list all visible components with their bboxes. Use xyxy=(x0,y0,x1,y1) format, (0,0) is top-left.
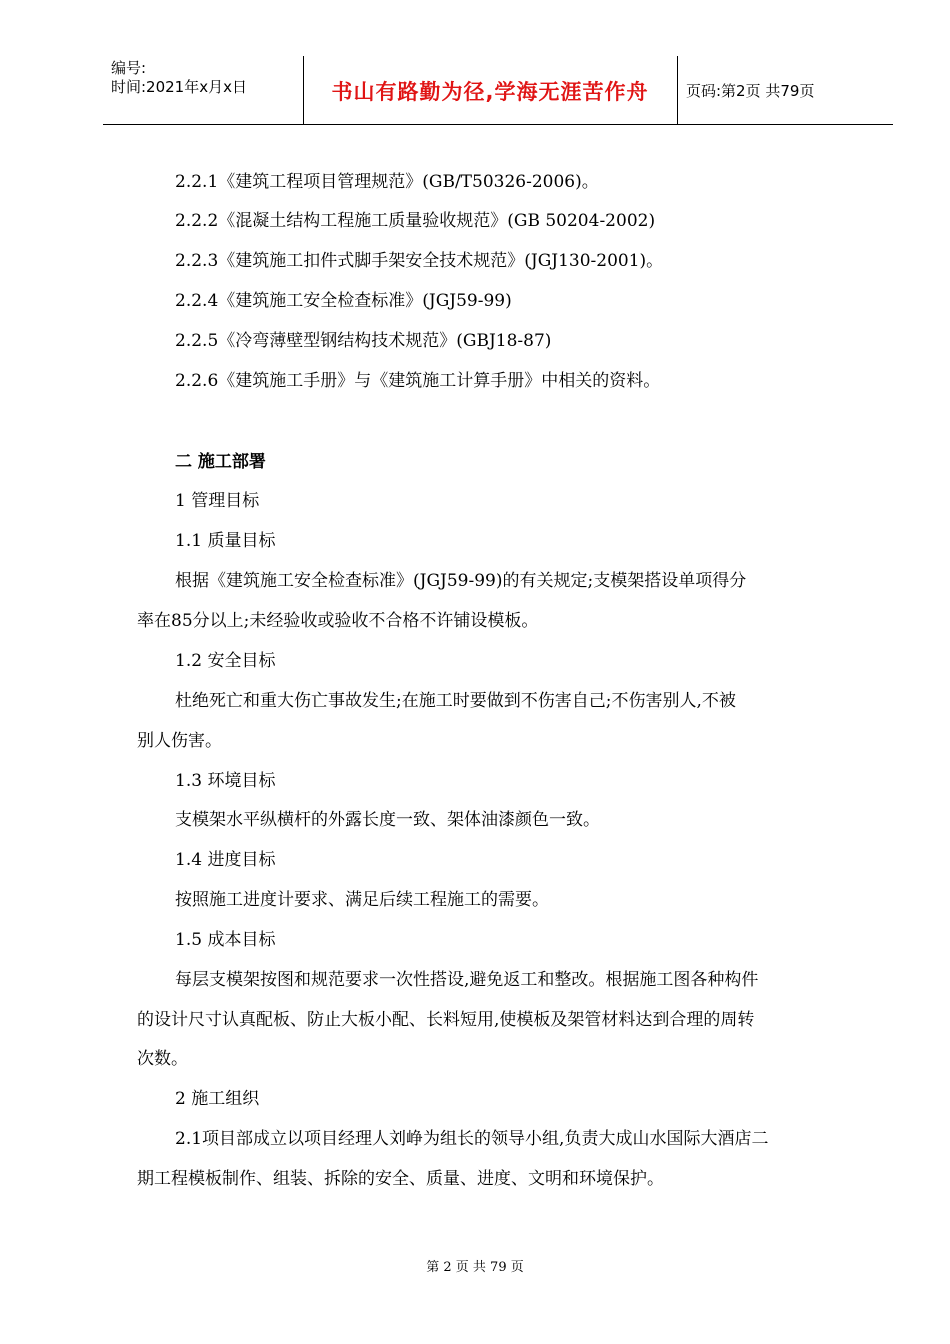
paragraph-line: 2.1项目部成立以项目经理人刘峥为组长的领导小组,负责大成山水国际大酒店二 xyxy=(175,1129,769,1149)
reference-item-2-2-3: 2.2.3《建筑施工扣件式脚手架安全技术规范》(JGJ130-2001)。 xyxy=(175,251,664,271)
reference-item-2-2-2: 2.2.2《混凝土结构工程施工质量验收规范》(GB 50204-2002) xyxy=(175,211,656,231)
paragraph-line: 根据《建筑施工安全检查标准》(JGJ59-99)的有关规定;支模架搭设单项得分 xyxy=(175,571,747,591)
paragraph-line: 按照施工进度计要求、满足后续工程施工的需要。 xyxy=(175,890,549,910)
page-header xyxy=(103,56,893,125)
paragraph-line: 杜绝死亡和重大伤亡事故发生;在施工时要做到不伤害自己;不伤害别人,不被 xyxy=(175,691,736,711)
header-motto: 书山有路勤为径,学海无涯苦作舟 xyxy=(331,80,649,104)
paragraph-line: 期工程模板制作、组装、拆除的安全、质量、进度、文明和环境保护。 xyxy=(137,1169,664,1189)
paragraph-line: 别人伤害。 xyxy=(137,731,222,751)
subheading-construction-organization: 2 施工组织 xyxy=(175,1089,260,1109)
paragraph-line: 次数。 xyxy=(137,1049,188,1069)
subheading-schedule-goal: 1.4 进度目标 xyxy=(175,850,276,870)
header-middle-cell xyxy=(303,56,678,124)
reference-item-2-2-1: 2.2.1《建筑工程项目管理规范》(GB/T50326-2006)。 xyxy=(175,172,599,192)
subheading-management-goals: 1 管理目标 xyxy=(175,491,260,511)
page-footer: 第 2 页 共 79 页 xyxy=(426,1260,524,1275)
header-right-cell xyxy=(678,56,893,124)
paragraph-line: 支模架水平纵横杆的外露长度一致、架体油漆颜色一致。 xyxy=(175,810,600,830)
subheading-environment-goal: 1.3 环境目标 xyxy=(175,771,276,791)
paragraph-line: 率在85分以上;未经验收或验收不合格不许铺设模板。 xyxy=(137,611,539,631)
document-number-label: 编号: xyxy=(111,59,147,77)
header-page-info: 页码:第2页 共79页 xyxy=(686,82,815,100)
reference-item-2-2-5: 2.2.5《冷弯薄壁型钢结构技术规范》(GBJ18-87) xyxy=(175,331,552,351)
paragraph-line: 的设计尺寸认真配板、防止大板小配、长料短用,使模板及架管材料达到合理的周转 xyxy=(137,1010,755,1030)
subheading-quality-goal: 1.1 质量目标 xyxy=(175,531,276,551)
subheading-cost-goal: 1.5 成本目标 xyxy=(175,930,276,950)
paragraph-line: 每层支模架按图和规范要求一次性搭设,避免返工和整改。根据施工图各种构件 xyxy=(175,970,759,990)
reference-item-2-2-4: 2.2.4《建筑施工安全检查标准》(JGJ59-99) xyxy=(175,291,512,311)
section-heading: 二 施工部署 xyxy=(175,452,266,472)
document-time: 时间:2021年x月x日 xyxy=(111,78,247,96)
reference-item-2-2-6: 2.2.6《建筑施工手册》与《建筑施工计算手册》中相关的资料。 xyxy=(175,371,661,391)
subheading-safety-goal: 1.2 安全目标 xyxy=(175,651,276,671)
header-left-cell xyxy=(103,56,304,124)
